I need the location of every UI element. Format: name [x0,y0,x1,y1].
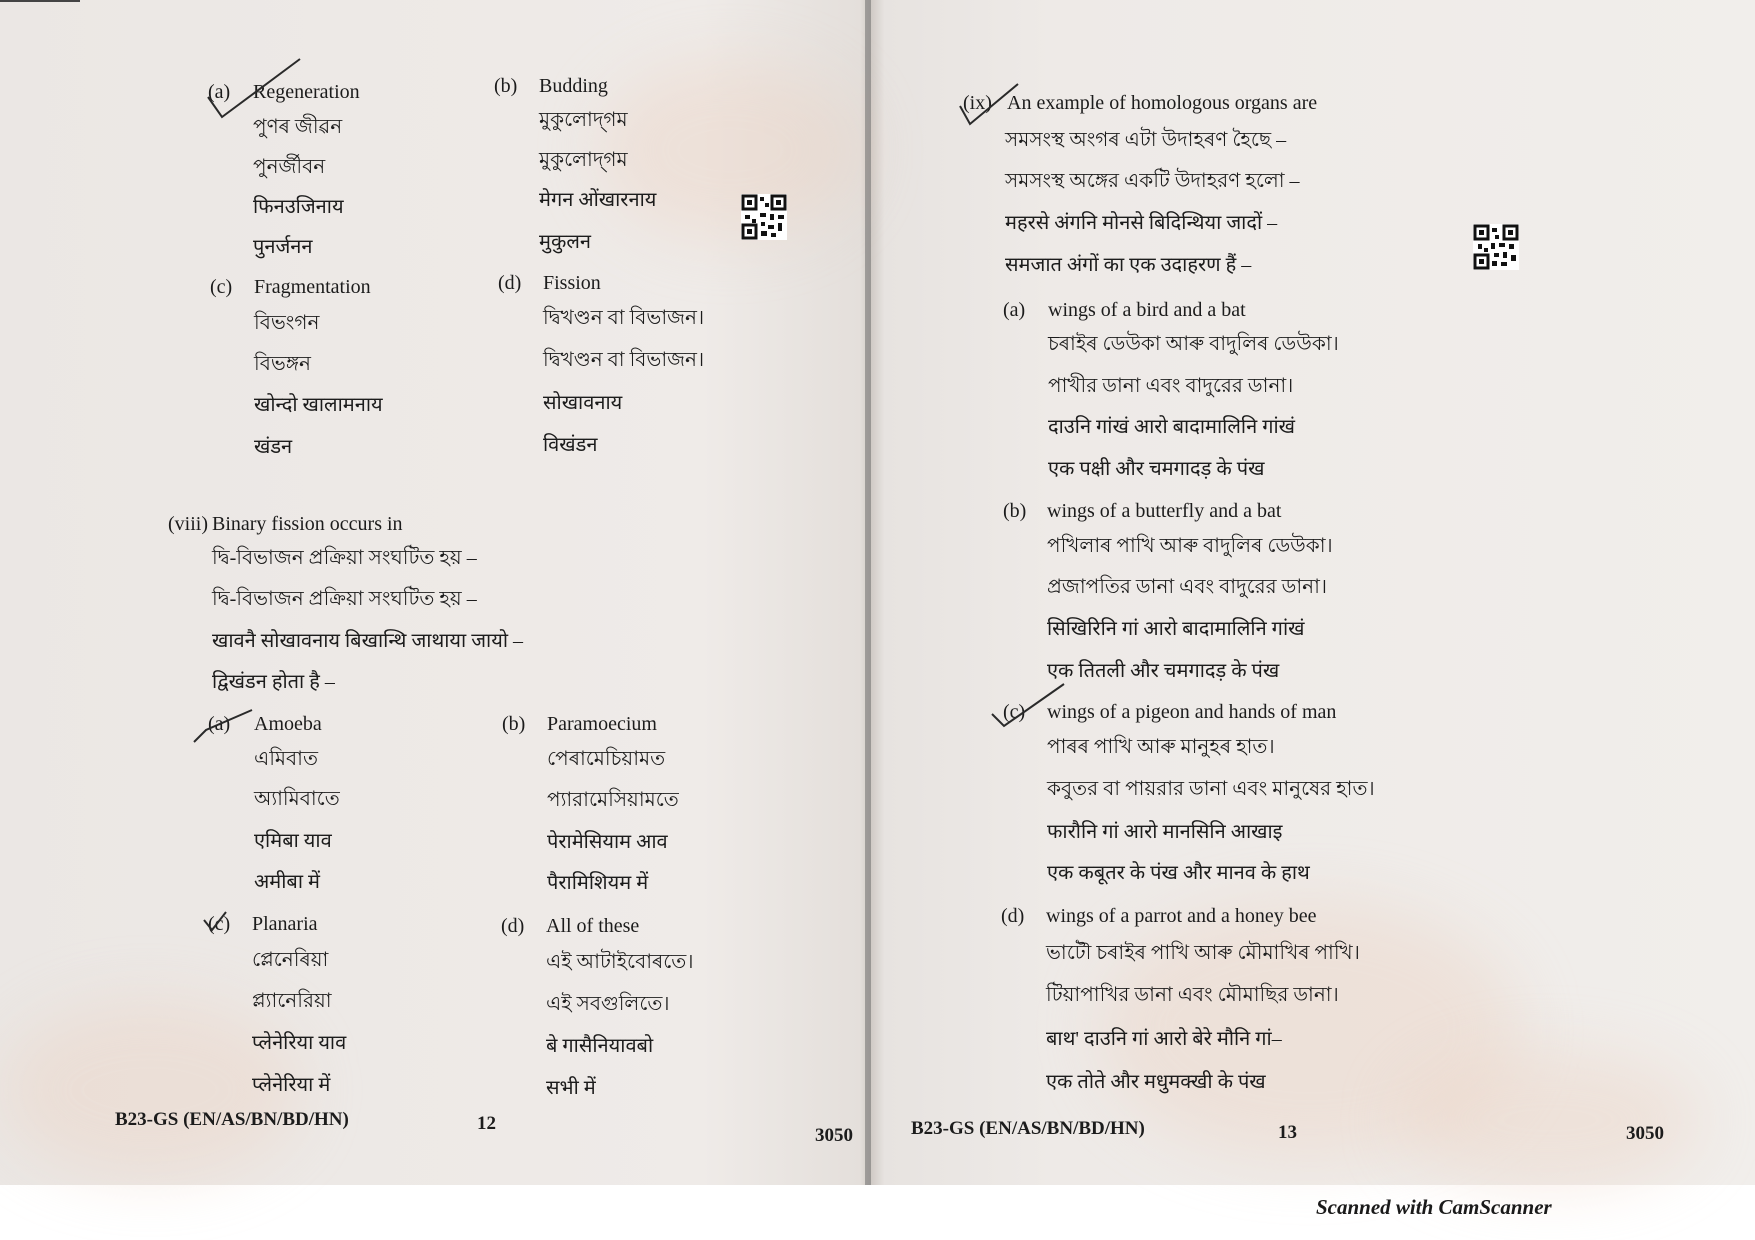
option-text: প্ল্যানেরিয়া [252,990,332,1012]
stain [600,60,860,240]
paper-code: B23-GS (EN/AS/BN/BD/HN) [911,1118,1145,1139]
option-text: টিয়াপাখির ডানা এবং মৌমাছির ডানা। [1046,984,1339,1006]
option-text: मेगन ओंखारनाय [539,189,657,211]
option-text: মুকুলোদ্‌গম [539,109,628,131]
option-text: দ্বিখণ্ডন বা বিভাজন। [543,349,705,371]
option-text: पैरामिशियम में [547,872,649,894]
option-label: (a) [1003,299,1026,321]
option-text: बाथ' दाउनि गां आरो बेरे मौनि गां– [1046,1028,1282,1050]
option-text: wings of a parrot and a honey bee [1046,905,1317,927]
question-number: (viii) [168,513,208,535]
option-text: Amoeba [254,713,322,735]
option-text: wings of a butterfly and a bat [1047,500,1282,522]
option-text: Budding [539,75,608,97]
option-text: Planaria [252,913,318,935]
option-text: एक तोते और मधुमक्खी के पंख [1046,1071,1266,1093]
question-text: An example of homologous organs are [1007,92,1318,114]
option-text: खोन्दो खालामनाय [254,394,383,416]
book-spine [865,0,871,1185]
option-text: सिखिरिनि गां आरो बादामालिनि गांखं [1047,618,1305,640]
question-number: (ix) [963,92,992,114]
question-text: সমসংস্থ অঙ্গের একটি উদাহরণ হলো – [1005,170,1300,192]
option-label: (c) [1003,701,1026,723]
option-text: खंडन [254,436,293,458]
option-text: এই সবগুলিতে। [546,993,670,1015]
option-text: প্লেনেৰিয়া [252,949,329,971]
option-text: পখিলাৰ পাখি আৰু বাদুলিৰ ডেউকা। [1047,535,1333,557]
option-text: এই আটাইবোৰতে। [546,951,694,973]
option-text: প্রজাপতির ডানা এবং বাদুরের ডানা। [1047,576,1328,598]
option-text: অ্যামিবাতে [254,788,340,810]
option-text: पुनर्जनन [253,236,313,258]
page-number: 13 [1278,1122,1297,1143]
option-text: মুকুলোদ্‌গম [539,149,628,171]
question-text: खावनै सोखावनाय बिखान्थि जाथाया जायो – [212,630,523,652]
page-number: 12 [477,1113,496,1134]
option-text: प्लेनेरिया में [252,1074,331,1096]
edge-line [0,0,80,2]
option-text: विखंडन [543,434,598,456]
option-text: wings of a bird and a bat [1048,299,1246,321]
option-text: পাখীর ডানা এবং বাদুরের ডানা। [1048,375,1294,397]
option-label: (d) [501,915,525,937]
option-text: কবুতর বা পায়রার ডানা এবং মানুষের হাত। [1047,778,1375,800]
option-text: পাৰৰ পাখি আৰু মানুহৰ হাত। [1047,736,1275,758]
qr-code-icon [1473,224,1519,270]
option-text: পুণৰ জীৱন [253,116,343,138]
option-text: एक तितली और चमगादड़ के पंख [1047,660,1280,682]
option-label: (a) [208,81,231,103]
option-text: पेरामेसियाम आव [547,831,668,853]
stain [1400,1050,1700,1190]
option-text: अमीबा में [254,871,320,893]
option-label: (b) [502,713,526,735]
question-text: দ্বি-বিভাজন প্রক্রিয়া সংঘটিত হয় – [212,588,477,610]
option-label: (d) [1001,905,1025,927]
option-text: प्लेनेरिया याव [252,1032,347,1054]
option-text: বিভঙ্গন [254,353,311,375]
booklet-number: 3050 [1626,1123,1664,1144]
option-text: सोखावनाय [543,392,623,414]
option-text: প্যারামেসিয়ামতে [547,789,679,811]
question-text: द्विखंडन होता है – [212,671,335,693]
option-text: फिनउजिनाय [253,196,344,218]
option-text: Fission [543,272,601,294]
option-text: বিভংগন [254,312,320,334]
booklet-number: 3050 [815,1125,853,1146]
option-text: ভাটৌ চৰাইৰ পাখি আৰু মৌমাখিৰ পাখি। [1046,942,1360,964]
paper-code: B23-GS (EN/AS/BN/BD/HN) [115,1109,349,1130]
option-text: চৰাইৰ ডেউকা আৰু বাদুলিৰ ডেউকা। [1048,333,1339,355]
option-text: एक कबूतर के पंख और मानव के हाथ [1047,862,1310,884]
option-text: পেৰামেচিয়ামত [547,748,666,770]
question-text: Binary fission occurs in [212,513,403,535]
option-text: All of these [546,915,640,937]
option-text: दाउनि गांखं आरो बादामालिनि गांखं [1048,416,1295,438]
option-text: एमिबा याव [254,830,332,852]
question-text: সমসংস্থ অংগৰ এটা উদাহৰণ হৈছে – [1005,129,1287,151]
option-text: फारौनि गां आरो मानसिनि आखाइ [1047,821,1283,843]
option-text: Fragmentation [254,276,371,298]
option-label: (b) [1003,500,1027,522]
option-text: Paramoecium [547,713,657,735]
option-label: (a) [208,713,231,735]
option-text: Regeneration [253,81,360,103]
option-label: (c) [210,276,233,298]
option-text: দ্বিখণ্ডন বা বিভাজন। [543,307,705,329]
question-text: দ্বি-বিভাজন প্ৰক্ৰিয়া সংঘটিত হয় – [212,547,477,569]
option-label: (c) [208,913,231,935]
option-text: बे गासैनियावबो [546,1035,654,1057]
scanner-watermark: Scanned with CamScanner [1316,1195,1552,1219]
qr-code-icon [741,194,787,240]
option-text: एक पक्षी और चमगादड़ के पंख [1048,458,1265,480]
option-label: (d) [498,272,522,294]
option-text: wings of a pigeon and hands of man [1047,701,1337,723]
option-text: এমিবাত [254,748,318,770]
question-text: समजात अंगों का एक उदाहरण हैं – [1005,254,1252,276]
option-text: मुकुलन [539,231,591,253]
option-text: सभी में [546,1077,596,1099]
option-text: পুনর্জীবন [253,156,326,178]
option-label: (b) [494,75,518,97]
question-text: महरसे अंगनि मोनसे बिदिन्थिया जादों – [1005,212,1278,234]
